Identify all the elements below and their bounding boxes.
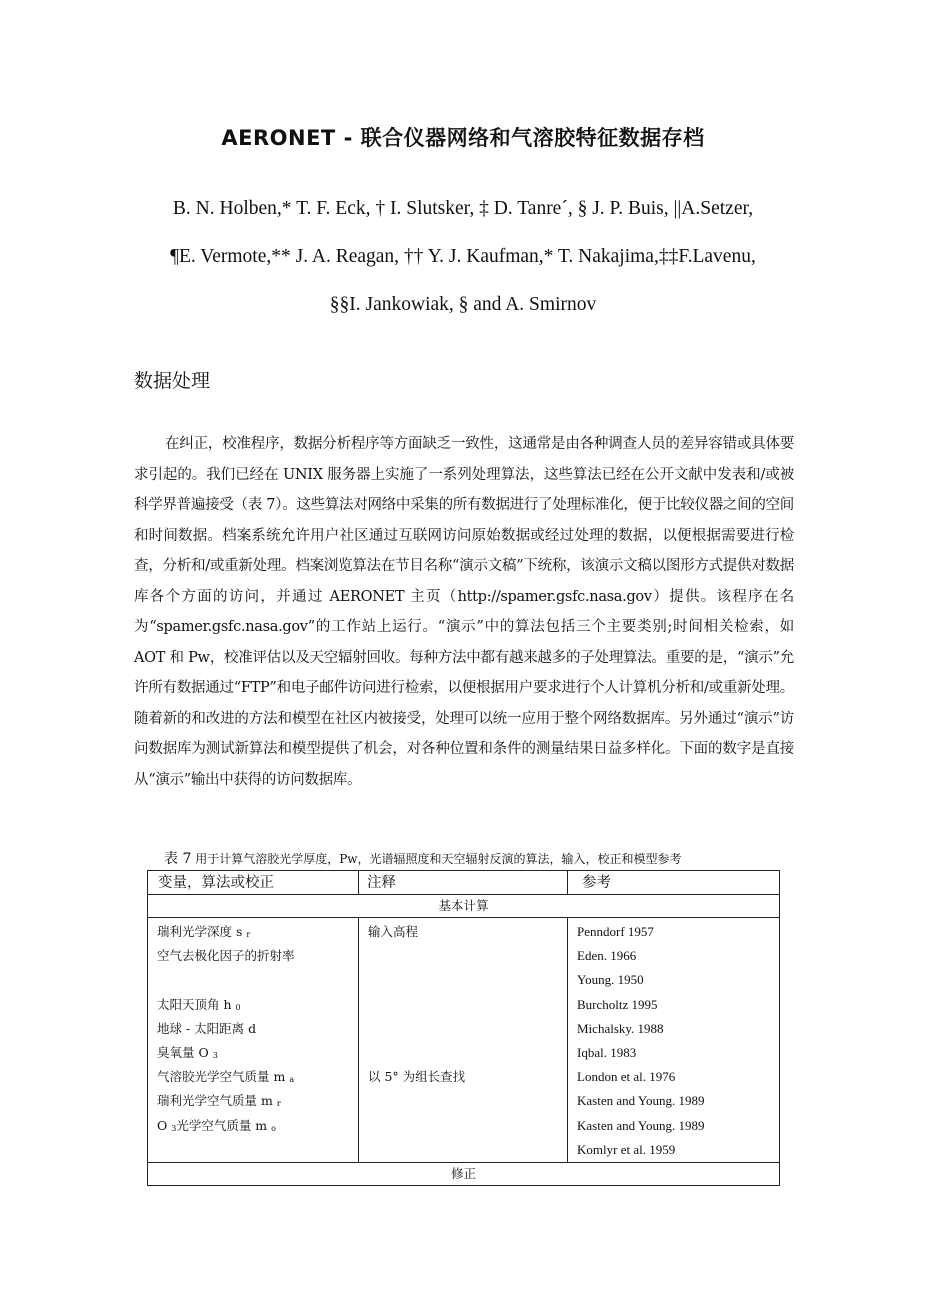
reference-item: Kasten and Young. 1989: [577, 1117, 705, 1133]
table-header-row: [148, 871, 780, 895]
variables-cell: [148, 918, 359, 1163]
variable-item: 太阳天顶角 h $_0$: [157, 996, 241, 1012]
reference-item: Eden. 1966: [577, 948, 637, 964]
table-caption-number: 表 7: [164, 851, 192, 867]
variable-item: 地球 - 太阳距离 d: [157, 1020, 257, 1036]
header-reference: 参考: [568, 871, 780, 895]
section-row: [148, 1162, 780, 1185]
variable-item: 气溶胶光学空气质量 m $_a$: [157, 1069, 295, 1085]
section-basic-calc: 基本计算: [148, 895, 780, 918]
section-row: [148, 895, 780, 918]
reference-item: Burcholtz 1995: [577, 996, 658, 1012]
note-item: [368, 1138, 567, 1162]
author-line: §§I. Jankowiak, § and A. Smirnov: [329, 294, 597, 315]
reference-item: London et al. 1976: [577, 1069, 676, 1085]
note-item: [368, 1017, 567, 1041]
header-notes: 注释: [359, 871, 568, 895]
table-body-row: [148, 918, 780, 1163]
references-cell: [568, 918, 780, 1163]
reference-item: Young. 1950: [577, 972, 644, 988]
reference-item: Komlyr et al. 1959: [577, 1141, 676, 1157]
reference-item: Michalsky. 1988: [577, 1020, 664, 1036]
reference-item: Iqbal. 1983: [577, 1044, 637, 1060]
variable-item: 瑞利光学深度 s $_r$: [157, 924, 251, 939]
note-item: [368, 968, 567, 992]
author-line: ¶E. Vermote,** J. A. Reagan, †† Y. J. Kaufman,* T. Nakajima,‡‡F.Lavenu,: [170, 246, 756, 267]
note-item: [368, 993, 567, 1017]
variable-item: 空气去极化因子的折射率: [157, 948, 295, 964]
note-item: 以 5° 为组长查找: [368, 1069, 466, 1085]
paper-title: AERONET - 联合仪器网络和气溶胶特征数据存档: [221, 126, 705, 150]
header-variable: 变量，算法或校正: [148, 871, 359, 895]
variable-item: 臭氧量 O $_3$: [157, 1044, 218, 1060]
variable-item: [157, 1138, 358, 1162]
table-caption-text: 用于计算气溶胶光学厚度，Pw，光谱辐照度和天空辐射反演的算法，输入，校正和模型参考: [195, 852, 682, 866]
variable-item: O $_3$光学空气质量 m $_o$: [157, 1117, 276, 1133]
note-item: [368, 1089, 567, 1113]
author-line: B. N. Holben,* T. F. Eck, † I. Slutsker, ‡ D. Tanre´, § J. P. Buis, ||A.Setzer,: [172, 198, 754, 219]
variable-item: 瑞利光学空气质量 m $_r$: [157, 1093, 281, 1109]
note-item: [368, 1041, 567, 1065]
section-heading: 数据处理: [134, 370, 211, 392]
reference-item: Penndorf 1957: [577, 924, 654, 939]
notes-cell: [359, 918, 568, 1163]
reference-item: Kasten and Young. 1989: [577, 1093, 705, 1109]
note-item: [368, 1114, 567, 1138]
note-item: 输入高程: [368, 924, 419, 939]
reference-table: [147, 870, 780, 1186]
table-caption: [164, 848, 804, 868]
variable-item: [157, 968, 358, 992]
body-paragraph: 在纠正，校准程序，数据分析程序等方面缺乏一致性，这通常是由各种调查人员的差异容错或具体要求引起的。我们已经在 UNIX 服务器上实施了一系列处理算法，这些算法已经在公开文献中发表和/或被科学界普遍接受（表 7）。这些算法对网络中采集的所有数据进行了处理标准化，便于比较仪器之间的空间和时间数据。档案系统允许用户社区通过互联网访问原始数据或经过处理的数据，以便根据需要进行检查，分析和/或重新处理。档案浏览算法在节目名称“演示文稿”下统称，该演示文稿以图形方式提供对数据库各个方面的访问，并通过 AERONET 主页（http://spamer.gsfc.nasa.gov）提供。该程序在名为“spamer.gsfc.nasa.gov”的工作站上运行。“演示”中的算法包括三个主要类别;时间相关检索，如 AOT 和 Pw，校准评估以及天空辐射回收。每种方法中都有越来越多的子处理算法。重要的是，“演示”允许所有数据通过“FTP”和电子邮件访问进行检索，以便根据用户要求进行个人计算机分析和/或重新处理。随着新的和改进的方法和模型在社区内被接受，处理可以统一应用于整个网络数据库。另外通过“演示”访问数据库为测试新算法和模型提供了机会，对各种位置和条件的测量结果日益多样化。下面的数字是直接从“演示”输出中获得的访问数据库。: [134, 436, 794, 788]
section-correction: 修正: [148, 1162, 780, 1185]
note-item: [368, 944, 567, 968]
